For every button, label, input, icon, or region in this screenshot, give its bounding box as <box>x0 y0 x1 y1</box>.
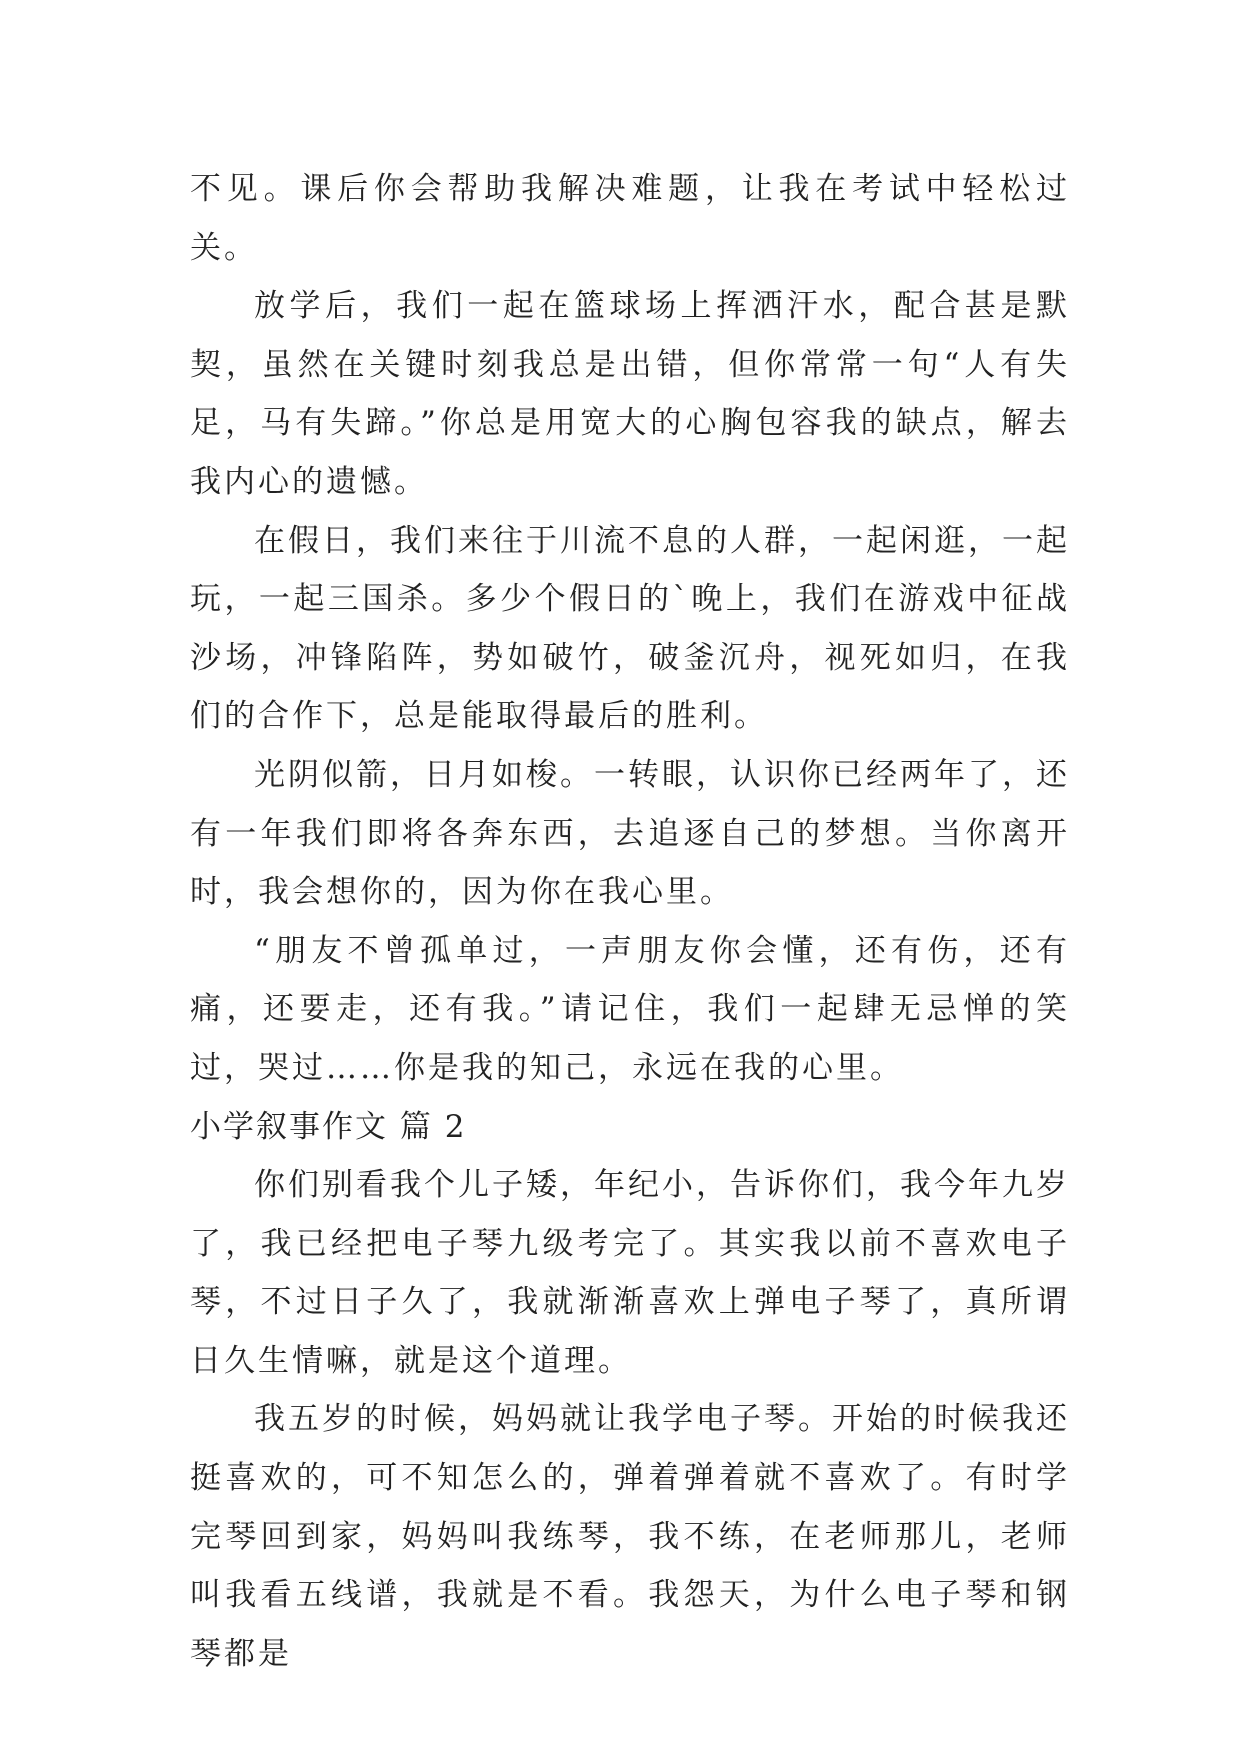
paragraph: “朋友不曾孤单过，一声朋友你会懂，还有伤，还有痛，还要走，还有我。”请记住，我们一起肆无忌惮的笑过，哭过……你是我的知己，永远在我的心里。 <box>190 932 1070 1086</box>
paragraph: 放学后，我们一起在篮球场上挥洒汗水，配合甚是默契，虽然在关键时刻我总是出错，但你常常一句“人有失足，马有失蹄。”你总是用宽大的心胸包容我的缺点，解去我内心的遗憾。 <box>190 288 1070 500</box>
section-heading: 小学叙事作文 篇 2 <box>190 1108 467 1145</box>
paragraph: 你们别看我个儿子矮，年纪小，告诉你们，我今年九岁了，我已经把电子琴九级考完了。其实我以前不喜欢电子琴，不过日子久了，我就渐渐喜欢上弹电子琴了，真所谓日久生情嘛，就是这个道理。 <box>190 1167 1070 1379</box>
paragraph: 我五岁的时候，妈妈就让我学电子琴。开始的时候我还挺喜欢的，可不知怎么的，弹着弹着就不喜欢了。有时学完琴回到家，妈妈叫我练琴，我不练，在老师那儿，老师叫我看五线谱，我就是不看。我怨天，为什么电子琴和钢琴都是 <box>190 1401 1070 1672</box>
paragraph: 不见。课后你会帮助我解决难题，让我在考试中轻松过关。 <box>190 171 1070 266</box>
document-body <box>190 160 1070 1683</box>
paragraph: 在假日，我们来往于川流不息的人群，一起闲逛，一起玩，一起三国杀。多少个假日的`晚上，我们在游戏中征战沙场，冲锋陷阵，势如破竹，破釜沉舟，视死如归，在我们的合作下，总是能取得最后的胜利。 <box>190 522 1070 735</box>
paragraph: 光阴似箭，日月如梭。一转眼，认识你已经两年了，还有一年我们即将各奔东西，去追逐自己的梦想。当你离开时，我会想你的，因为你在我心里。 <box>190 756 1070 911</box>
